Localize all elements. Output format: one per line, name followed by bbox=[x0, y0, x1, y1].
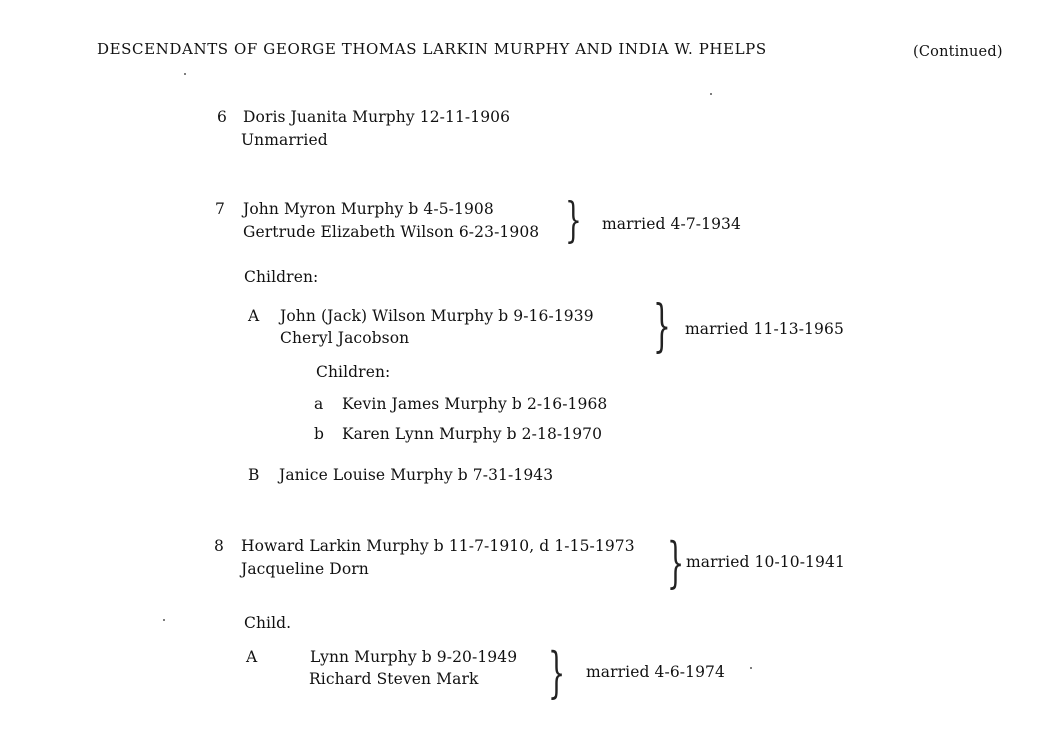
entry-number: 7 bbox=[215, 200, 225, 218]
scan-speck bbox=[710, 93, 712, 95]
scan-speck bbox=[750, 667, 752, 669]
right-brace-icon: } bbox=[565, 192, 582, 248]
entry-spouse: Gertrude Elizabeth Wilson 6-23-1908 bbox=[243, 223, 540, 241]
page-title: DESCENDANTS OF GEORGE THOMAS LARKIN MURPHY AND INDIA W. PHELPS bbox=[97, 40, 767, 58]
child-person: John (Jack) Wilson Murphy b 9-16-1939 bbox=[280, 307, 594, 325]
scan-speck bbox=[163, 619, 165, 621]
child-person: Lynn Murphy b 9-20-1949 bbox=[310, 648, 518, 666]
grandchild-letter: b bbox=[314, 425, 325, 443]
marriage-date: married 4-7-1934 bbox=[602, 215, 741, 233]
scan-speck bbox=[184, 73, 186, 75]
grandchild-person: Kevin James Murphy b 2-16-1968 bbox=[342, 395, 608, 413]
children-label: Children: bbox=[244, 268, 319, 286]
child-spouse: Richard Steven Mark bbox=[309, 670, 479, 688]
child-letter: A bbox=[248, 307, 260, 325]
right-brace-icon: } bbox=[667, 531, 685, 594]
right-brace-icon: } bbox=[548, 641, 566, 704]
child-letter: A bbox=[246, 648, 258, 666]
marriage-date: married 11-13-1965 bbox=[685, 320, 844, 338]
grandchildren-label: Children: bbox=[316, 363, 391, 381]
entry-number: 6 bbox=[217, 108, 227, 126]
marriage-date: married 4-6-1974 bbox=[586, 663, 725, 681]
child-spouse: Cheryl Jacobson bbox=[280, 329, 410, 347]
children-label: Child. bbox=[244, 614, 292, 632]
entry-spouse: Jacqueline Dorn bbox=[241, 560, 369, 578]
right-brace-icon: } bbox=[653, 294, 671, 359]
child-person: Janice Louise Murphy b 7-31-1943 bbox=[279, 466, 554, 484]
grandchild-person: Karen Lynn Murphy b 2-18-1970 bbox=[342, 425, 603, 443]
child-letter: B bbox=[248, 466, 260, 484]
entry-number: 8 bbox=[214, 537, 224, 555]
grandchild-letter: a bbox=[314, 395, 324, 413]
entry-person: John Myron Murphy b 4-5-1908 bbox=[243, 200, 494, 218]
entry-person: Doris Juanita Murphy 12-11-1906 bbox=[243, 108, 511, 126]
marriage-date: married 10-10-1941 bbox=[686, 553, 845, 571]
entry-person: Howard Larkin Murphy b 11-7-1910, d 1-15-1973 bbox=[241, 537, 635, 555]
entry-status: Unmarried bbox=[241, 131, 328, 149]
continued-label: (Continued) bbox=[913, 44, 1003, 60]
